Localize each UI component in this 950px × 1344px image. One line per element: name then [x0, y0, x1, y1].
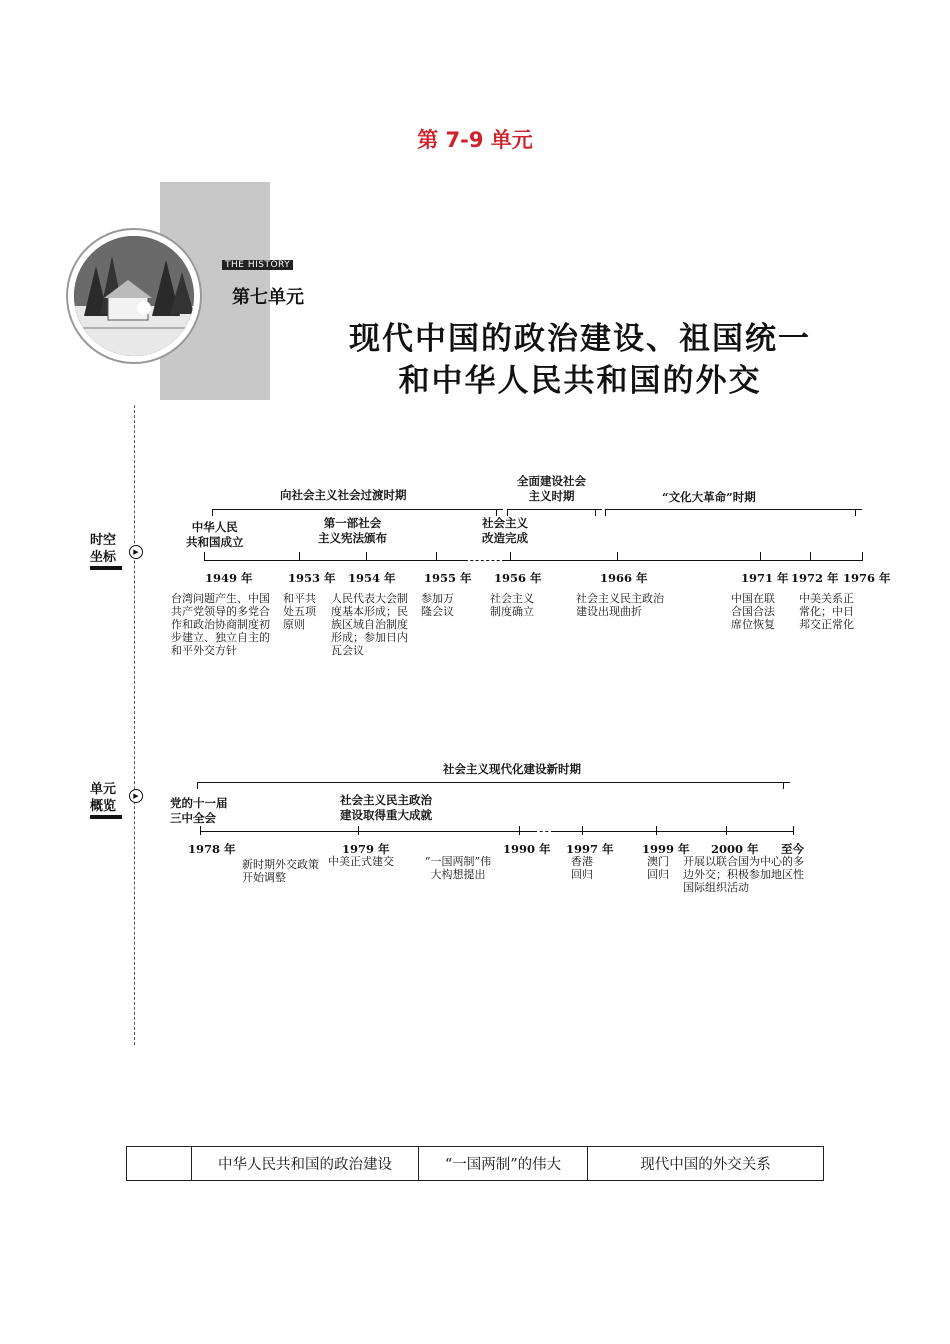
tick-1955	[436, 552, 437, 561]
winter-scene-image	[68, 230, 200, 362]
tick-1976	[862, 552, 863, 561]
event-1956-detail: 社会主义制度确立	[490, 592, 534, 618]
event-one-country-detail: “一国两制”伟大构想提出	[424, 855, 492, 881]
event-1953-detail: 和平共处五项原则	[283, 592, 316, 631]
event-1997-detail: 香港回归	[571, 855, 593, 881]
year-label: 至今	[781, 842, 804, 856]
year-label: 1956 年	[494, 571, 542, 585]
timeline1-axis	[205, 560, 465, 561]
event-1949-detail: 台湾问题产生、中国共产党领导的多党合作和政治协商制度初步建立、独立自主的和平外交方针	[171, 592, 270, 657]
year-label: 1972 年	[791, 571, 839, 585]
event-constitution: 第一部社会 主义宪法颁布	[318, 516, 387, 545]
event-1971-detail: 中国在联合国合法席位恢复	[731, 592, 775, 631]
year-label: 1953 年	[288, 571, 336, 585]
tick-1949	[204, 552, 205, 561]
event-2000-detail: 开展以联合国为中心的多边外交；积极参加地区性国际组织活动	[683, 855, 804, 894]
page-title: 第 7-9 单元	[417, 128, 533, 152]
tick-1971	[760, 552, 761, 561]
tick-1999	[656, 826, 657, 835]
timeline2-axis	[554, 831, 794, 832]
year-label: 1999 年	[642, 842, 690, 856]
event-prc-founded: 中华人民 共和国成立	[186, 520, 244, 549]
unit-title-line2: 和中华人民共和国的外交	[398, 363, 762, 399]
unit-title	[300, 318, 860, 402]
side-label-underline	[90, 566, 122, 570]
tick-now	[793, 826, 794, 835]
period-modernization-label: 社会主义现代化建设新时期	[443, 762, 581, 776]
year-label: 2000 年	[711, 842, 759, 856]
tick-1997	[582, 826, 583, 835]
year-label: 1990 年	[503, 842, 551, 856]
the-history-tag: THE HISTORY	[222, 260, 293, 270]
event-1972-detail: 中美关系正常化；中日邦交正常化	[799, 592, 854, 631]
tick-2000	[726, 826, 727, 835]
vertical-dashed-line	[134, 405, 135, 1045]
year-label: 1949 年	[205, 571, 253, 585]
timeline2-axis	[200, 831, 534, 832]
table-cell: 中华人民共和国的政治建设	[192, 1147, 419, 1181]
event-1979-detail: 中美正式建交	[328, 855, 394, 868]
event-new-diplomacy-detail: 新时期外交政策开始调整	[242, 858, 319, 884]
year-label: 1954 年	[348, 571, 396, 585]
period-cultural-revolution-brace	[606, 509, 862, 518]
unit-number: 第七单元	[232, 287, 304, 308]
tick-1990	[519, 826, 520, 835]
event-1954-detail: 人民代表大会制度基本形成；民族区域自治制度形成；参加日内瓦会议	[331, 592, 408, 657]
side-label-bottom: 单元 概览	[90, 781, 122, 819]
year-label: 1976 年	[843, 571, 891, 585]
event-third-plenum: 党的十一届 三中全会	[170, 796, 228, 825]
timeline1-axis-dashed	[465, 560, 505, 561]
timeline2-axis-dashed	[534, 831, 554, 832]
year-label: 1978 年	[188, 842, 236, 856]
event-transformation: 社会主义 改造完成	[482, 516, 528, 545]
event-1999-detail: 澳门回归	[647, 855, 669, 881]
play-icon: ▶	[129, 789, 143, 803]
year-label: 1971 年	[741, 571, 789, 585]
tick-1972	[810, 552, 811, 561]
unit-structure-table	[126, 1146, 824, 1181]
year-label: 1997 年	[566, 842, 614, 856]
year-label: 1955 年	[424, 571, 472, 585]
side-label-underline	[90, 815, 122, 819]
table-cell: “一国两制”的伟大	[419, 1147, 588, 1181]
unit-title-line1: 现代中国的政治建设、祖国统一	[349, 321, 811, 357]
year-label: 1966 年	[600, 571, 648, 585]
table-cell	[127, 1147, 192, 1181]
tick-1978	[200, 826, 201, 835]
period-construction-label: 全面建设社会 主义时期	[517, 474, 586, 503]
period-transition-label: 向社会主义社会过渡时期	[280, 488, 407, 502]
side-label-top: 时空 坐标	[90, 532, 122, 570]
tick-1954	[366, 552, 367, 561]
play-icon: ▶	[129, 545, 143, 559]
event-1955-detail: 参加万隆会议	[421, 592, 454, 618]
tick-1966	[617, 552, 618, 561]
table-row	[127, 1147, 824, 1181]
event-1966-detail: 社会主义民主政治建设出现曲折	[576, 592, 664, 618]
tick-1953	[299, 552, 300, 561]
tick-1956	[510, 552, 511, 561]
event-democracy-achievements: 社会主义民主政治 建设取得重大成就	[340, 793, 432, 822]
period-modernization-brace	[198, 782, 790, 791]
table-cell: 现代中国的外交关系	[588, 1147, 824, 1181]
period-cultural-revolution-label: “文化大革命”时期	[662, 490, 756, 504]
year-label: 1979 年	[342, 842, 390, 856]
tick-1979	[358, 826, 359, 835]
